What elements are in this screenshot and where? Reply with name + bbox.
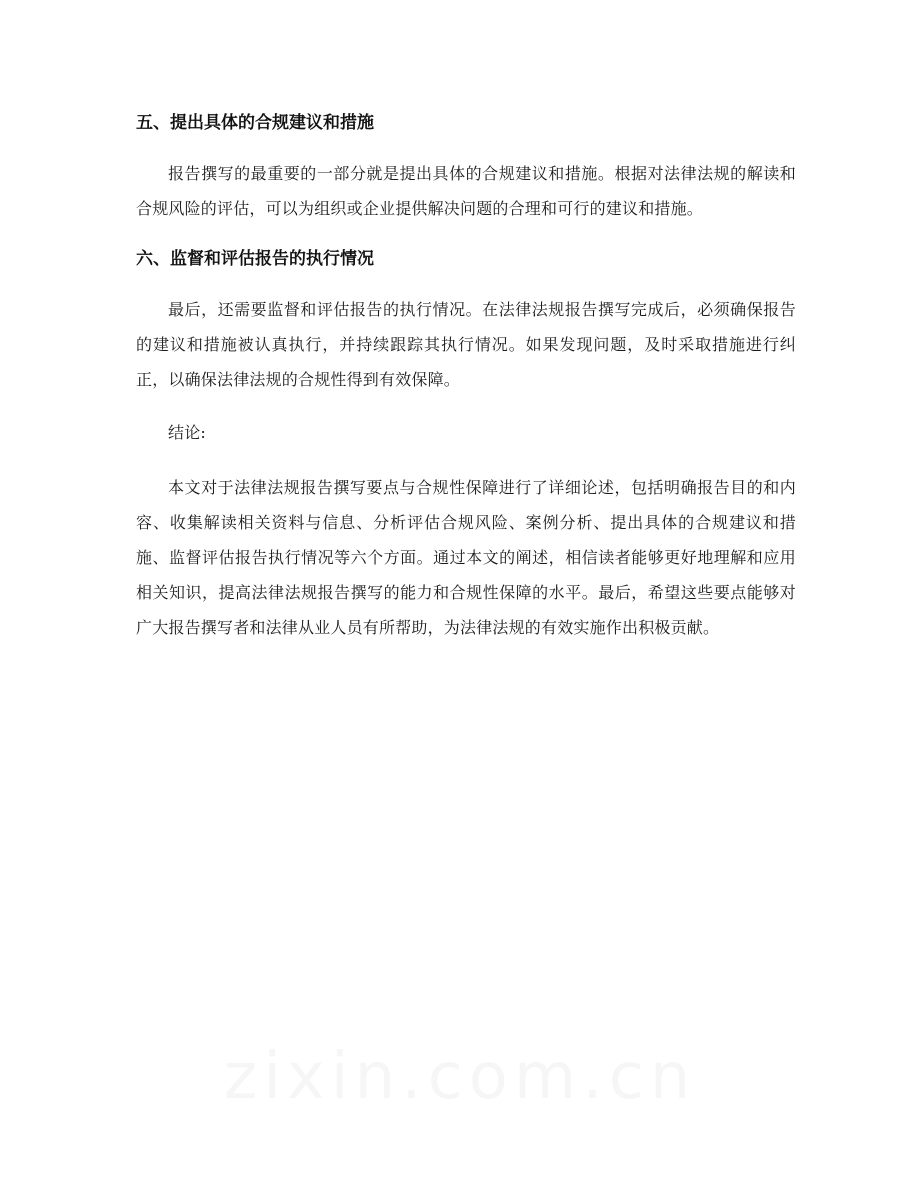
section-heading-6: 六、监督和评估报告的执行情况 — [136, 249, 374, 269]
watermark-text — [0, 1040, 920, 1114]
paragraph-conclusion: 本文对于法律法规报告撰写要点与合规性保障进行了详细论述，包括明确报告目的和内容、收集解读相关资料与信息、分析评估合规风险、案例分析、提出具体的合规建议和措施、监督评估报告执行情况等六个方面。通过本文的阐述，相信读者能够更好地理解和应用相关知识，提高法律法规报告撰写的能力和合规性保障的水平。最后，希望这些要点能够对广大报告撰写者和法律从业人员有所帮助，为法律法规的有效实施作出积极贡献。 — [136, 478, 796, 637]
document-body — [136, 108, 796, 663]
conclusion-label: 结论: — [168, 423, 206, 442]
section-heading-5: 五、提出具体的合规建议和措施 — [136, 113, 374, 133]
paragraph-compliance-advice: 报告撰写的最重要的一部分就是提出具体的合规建议和措施。根据对法律法规的解读和合规风险的评估，可以为组织或企业提供解决问题的合理和可行的建议和措施。 — [136, 164, 796, 218]
paragraph-monitoring: 最后，还需要监督和评估报告的执行情况。在法律法规报告撰写完成后，必须确保报告的建议和措施被认真执行，并持续跟踪其执行情况。如果发现问题，及时采取措施进行纠正，以确保法律法规的合规性得到有效保障。 — [136, 300, 796, 389]
